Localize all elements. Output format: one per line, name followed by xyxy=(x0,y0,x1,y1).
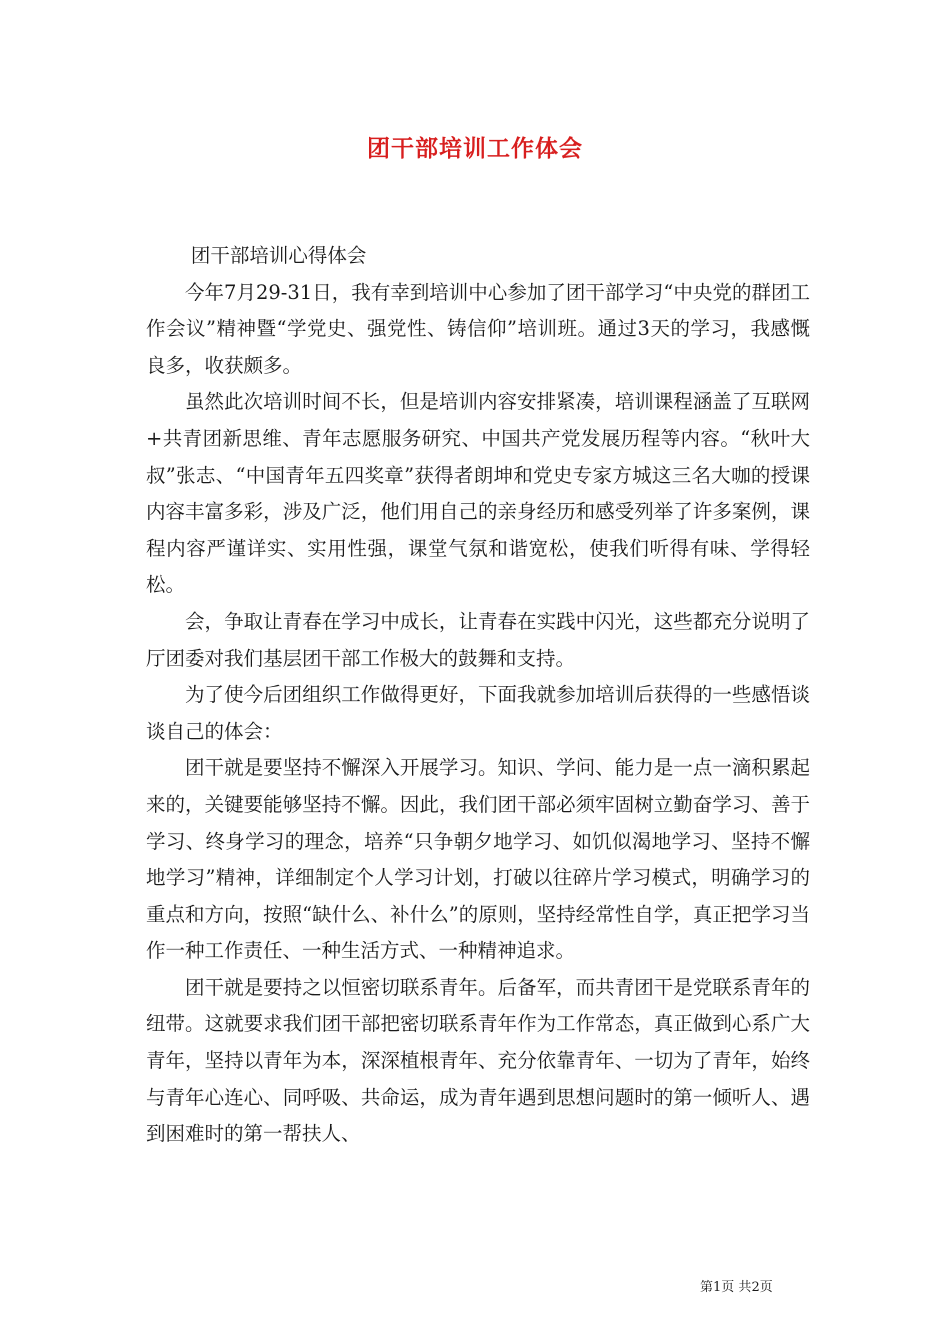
document-title: 团干部培训工作体会 xyxy=(367,135,583,162)
page-number-footer xyxy=(700,1276,850,1295)
paragraph: 团干就是要持之以恒密切联系青年。后备军，而共青团干是党联系青年的纽带。这就要求我们团干部把密切联系青年作为工作常态，真正做到心系广大青年，坚持以青年为本，深深植根青年、充分依靠青年、一切为了青年，始终与青年心连心、同呼吸、共命运，成为青年遇到思想问题时的第一倾听人、遇到困难时的第一帮扶人、 xyxy=(146,975,810,1146)
paragraph-subtitle: 团干部培训心得体会 xyxy=(190,244,367,267)
footer-middle: 页 共 xyxy=(721,1280,752,1295)
paragraph: 虽然此次培训时间不长，但是培训内容安排紧凑，培训课程涵盖了互联网+共青团新思维、青年志愿服务研究、中国共产党发展历程等内容。“秋叶大叔”张志、“中国青年五四奖章”获得者朗坤和党史专家方城这三名大咖的授课内容丰富多彩，涉及广泛，他们用自己的亲身经历和感受列举了许多案例，课程内容严谨详实、实用性强，课堂气氛和谐宽松，使我们听得有味、学得轻松。 xyxy=(146,390,810,597)
paragraph: 今年7月29-31日，我有幸到培训中心参加了团干部学习“中央党的群团工作会议”精神暨“学党史、强党性、铸信仰”培训班。通过3天的学习，我感慨良多，收获颇多。 xyxy=(146,280,810,377)
footer-suffix: 页 xyxy=(759,1280,773,1295)
document-body xyxy=(146,238,810,1153)
footer-total-pages: 2 xyxy=(751,1280,760,1295)
footer-current-page: 1 xyxy=(713,1280,722,1295)
paragraph: 为了使今后团组织工作做得更好，下面我就参加培训后获得的一些感悟谈谈自己的体会： xyxy=(146,683,810,743)
paragraph: 团干就是要坚持不懈深入开展学习。知识、学问、能力是一点一滴积累起来的，关键要能够坚持不懈。因此，我们团干部必须牢固树立勤奋学习、善于学习、终身学习的理念，培养“只争朝夕地学习、如饥似渴地学习、坚持不懈地学习”精神，详细制定个人学习计划，打破以往碎片学习模式，明确学习的重点和方向，按照“缺什么、补什么”的原则，坚持经常性自学，真正把学习当作一种工作责任、一种生活方式、一种精神追求。 xyxy=(146,756,810,963)
footer-prefix: 第 xyxy=(700,1280,714,1295)
paragraph: 会，争取让青春在学习中成长，让青春在实践中闪光，这些都充分说明了厅团委对我们基层团干部工作极大的鼓舞和支持。 xyxy=(146,609,810,670)
